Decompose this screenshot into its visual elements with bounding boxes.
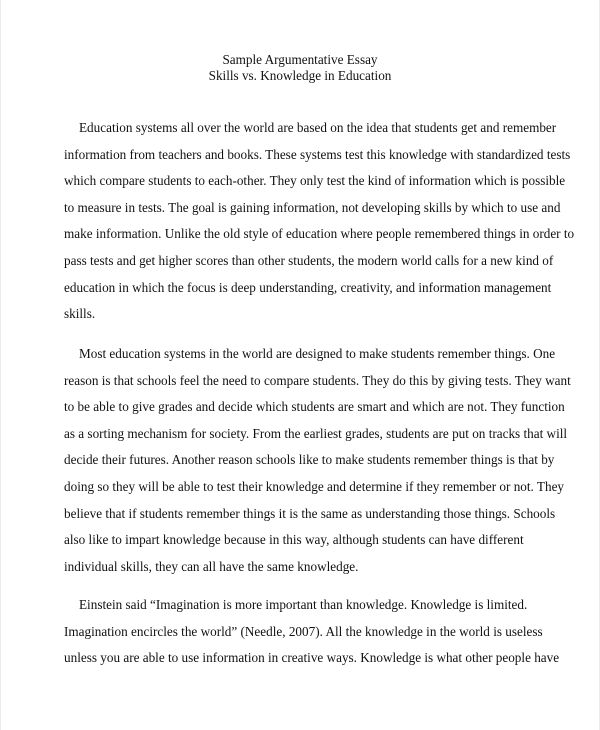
essay-subtitle: Skills vs. Knowledge in Education (208, 68, 392, 83)
paragraph-line: doing so they will be able to test their knowledge and determine if they remember or not. They (64, 478, 565, 494)
paragraph-3 (64, 592, 584, 672)
paragraph-line: education in which the focus is deep understanding, creativity, and information management (64, 279, 552, 295)
paragraph-line: Imagination encircles the world” (Needle, 2007). All the knowledge in the world is useless (64, 623, 543, 639)
paragraph-line: also like to impart knowledge because in this way, although students can have different (64, 532, 524, 548)
paragraph-line: Education systems all over the world are based on the idea that students get and remember (79, 120, 557, 135)
paragraph-line: reason is that schools feel the need to compare students. They do this by giving tests. They want (64, 372, 571, 388)
paragraph-line: to measure in tests. The goal is gaining information, not developing skills by which to use and (64, 199, 561, 215)
essay-heading (1, 52, 599, 84)
paragraph-line: make information. Unlike the old style of education where people remembered things in order to (64, 226, 575, 242)
paragraph-line: pass tests and get higher scores than other students, the modern world calls for a new kind of (64, 252, 554, 268)
paragraph-line: skills. (64, 306, 96, 322)
paragraph-2 (64, 341, 584, 580)
paragraph-line: individual skills, they can all have the same knowledge. (64, 558, 359, 574)
paragraph-line: Einstein said “Imagination is more important than knowledge. Knowledge is limited. (79, 597, 528, 612)
paragraph-line: to be able to give grades and decide which students are smart and which are not. They function (64, 399, 565, 415)
paragraph-line: believe that if students remember things it is the same as understanding those things. Schools (64, 505, 556, 521)
paragraph-1 (64, 115, 584, 328)
paragraph-line: as a sorting mechanism for society. From the earliest grades, students are put on tracks that will (64, 425, 568, 441)
paragraph-line: unless you are able to use information in creative ways. Knowledge is what other people have (64, 650, 560, 666)
paragraph-line: Most education systems in the world are designed to make students remember things. One (79, 346, 556, 361)
essay-title: Sample Argumentative Essay (222, 52, 378, 67)
paragraph-line: which compare students to each-other. They only test the kind of information which is possible (64, 173, 566, 189)
paragraph-line: information from teachers and books. These systems test this knowledge with standardized tests (64, 146, 571, 162)
paragraph-line: decide their futures. Another reason schools like to make students remember things is that by (64, 452, 555, 468)
